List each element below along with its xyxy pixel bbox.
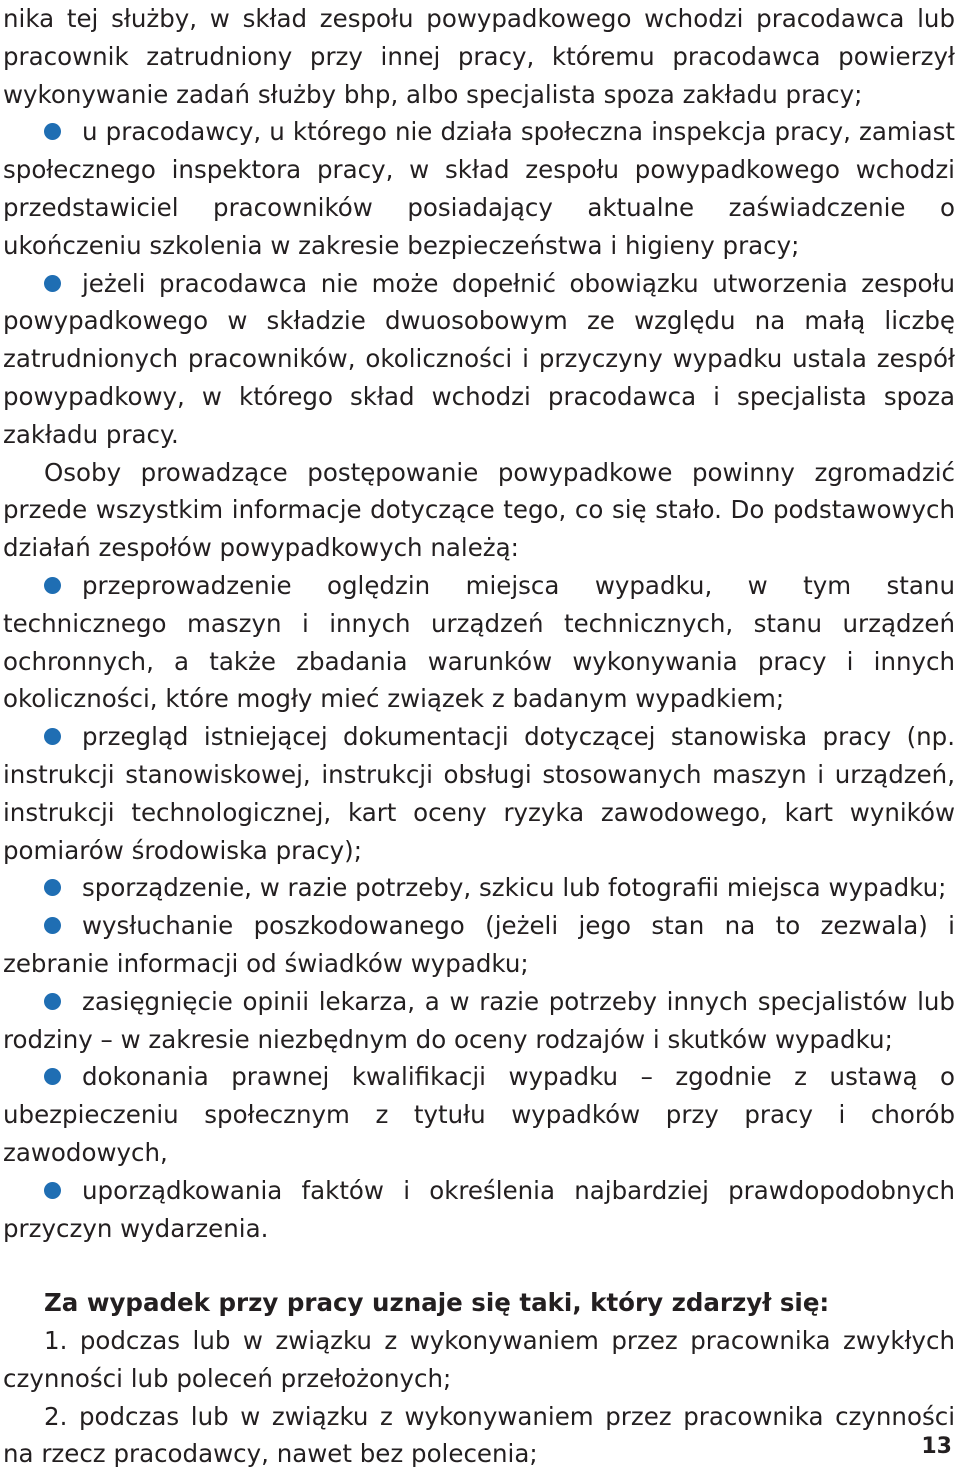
- bullet-icon: [44, 1068, 61, 1085]
- list-item: [3, 1172, 955, 1248]
- list-item: [3, 907, 955, 983]
- numbered-item: 1. podczas lub w związku z wykonywaniem przez pracownika zwykłych czynności lub poleceń przełożonych;: [3, 1326, 955, 1393]
- list-item: [3, 869, 955, 907]
- section-heading: Za wypadek przy pracy uznaje się taki, który zdarzył się:: [44, 1288, 830, 1318]
- list-item-text: przeprowadzenie oględzin miejsca wypadku, w tym stanu technicznego maszyn i innych urządzeń technicznych, stanu urządzeń ochronnych, a także zbadania warunków wykonywania pracy i innych okoliczności, które mogły mieć związek z badanym wypadkiem;: [3, 570, 955, 714]
- list-item-text: zasięgnięcie opinii lekarza, a w razie potrzeby innych specjalistów lub rodziny – w zakresie niezbędnym do oceny rodzajów i skutków wypadku;: [3, 986, 955, 1054]
- list-item-text: jeżeli pracodawca nie może dopełnić obowiązku utworzenia zespołu powypadkowego w składzie dwuosobowym ze względu na małą liczbę zatrudnionych pracowników, okoliczności i przyczyny wypadku ustala zespół powypadkowy, w którego skład wchodzi pracodawca i specjalista spoza zakładu pracy.: [3, 268, 955, 449]
- list-item-text: dokonania prawnej kwalifikacji wypadku – zgodnie z ustawą o ubezpieczeniu społecznym z tytułu wypadków przy pracy i chorób zawodowych,: [3, 1062, 955, 1167]
- bullet-icon: [44, 879, 61, 896]
- bullet-icon: [44, 577, 61, 594]
- bullet-icon: [44, 993, 61, 1010]
- list-item: [3, 983, 955, 1059]
- bullet-icon: [44, 123, 61, 140]
- numbered-item: 2. podczas lub w związku z wykonywaniem przez pracownika czynności na rzecz pracodawcy, nawet bez polecenia;: [3, 1401, 955, 1469]
- bullet-icon: [44, 275, 61, 292]
- bullet-icon: [44, 728, 61, 745]
- bullet-icon: [44, 917, 61, 934]
- list-item-text: sporządzenie, w razie potrzeby, szkicu lub fotografii miejsca wypadku;: [82, 873, 947, 903]
- list-item-text: przegląd istniejącej dokumentacji dotyczącej stanowiska pracy (np. instrukcji stanowiskowej, instrukcji obsługi stosowanych maszyn i urządzeń, instrukcji technologicznej, kart oceny ryzyka zawodowego, kart wyników pomiarów środowiska pracy);: [3, 722, 955, 865]
- body-paragraph: Osoby prowadzące postępowanie powypadkowe powinny zgromadzić przede wszystkim informacje dotyczące tego, co się stało. Do podstawowych działań zespołów powypadkowych należą:: [3, 457, 955, 563]
- list-item-text: u pracodawcy, u którego nie działa społeczna inspekcja pracy, zamiast społecznego inspektora pracy, w skład zespołu powypadkowego wchodzi przedstawiciel pracowników posiadający aktualne zaświadczenie o ukończeniu szkolenia w zakresie bezpieczeństwa i higieny pracy;: [3, 117, 955, 260]
- list-item: [3, 265, 955, 454]
- list-item-text: uporządkowania faktów i określenia najbardziej prawdopodobnych przyczyn wydarzenia.: [3, 1175, 955, 1243]
- bullet-icon: [44, 1182, 61, 1199]
- document-page: [3, 0, 955, 1473]
- page-number: 13: [921, 1434, 952, 1459]
- list-item-text: wysłuchanie poszkodowanego (jeżeli jego stan na to zezwala) i zebranie informacji od świadków wypadku;: [3, 911, 955, 978]
- list-item: [3, 1058, 955, 1171]
- list-item: [3, 567, 955, 718]
- intro-paragraph: nika tej służby, w skład zespołu powypadkowego wchodzi pracodawca lub pracownik zatrudniony przy innej pracy, któremu pracodawca powierzył wykonywanie zadań służby bhp, albo specjalista spoza zakładu pracy;: [3, 4, 955, 109]
- list-item: [3, 718, 955, 869]
- list-item: [3, 113, 955, 264]
